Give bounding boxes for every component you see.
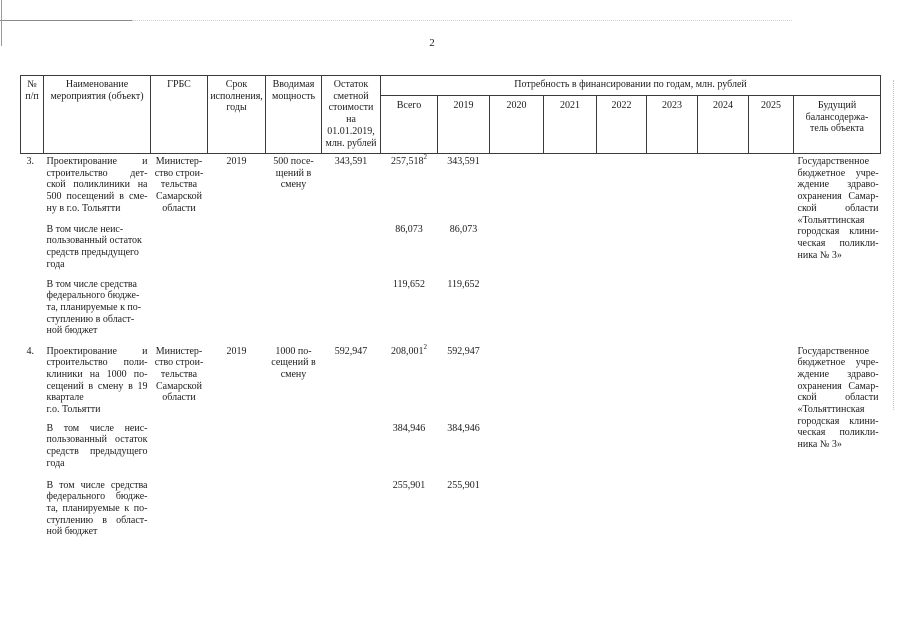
table-subrow: [21, 421, 881, 478]
text-line: «Тольяттинская: [797, 404, 865, 416]
row-year-2019: 592,947: [447, 345, 480, 357]
header-num: № п/п: [21, 76, 44, 154]
row-total: [381, 344, 438, 421]
text-line: сещений в смену в 19: [46, 380, 148, 392]
text-line: федерального бюдже-: [46, 290, 140, 302]
subrow-total: 384,946: [392, 422, 426, 434]
header-funding-group: Потребность в финансировании по годам, млн. рублей: [381, 76, 881, 96]
text-line: ческая поликли-: [797, 427, 879, 439]
row-holder: [794, 154, 881, 344]
text-line: Государственное: [797, 345, 870, 357]
text-line: пользованный остаток: [46, 235, 142, 247]
page-number: 2: [429, 37, 435, 49]
text-line: ступлению в област-: [46, 514, 148, 526]
table-subrow: [21, 478, 881, 548]
text-line: «Тольяттинская: [797, 214, 865, 226]
subrow-total: 255,901: [392, 479, 426, 491]
row-name: [44, 344, 151, 421]
empty-cell: [21, 478, 44, 548]
text-line: ной бюджет: [46, 325, 98, 337]
table-row: [21, 154, 881, 222]
text-line: Государственное: [797, 156, 870, 167]
header-year: 2019: [438, 96, 490, 154]
text-line: та, планируемые к по-: [46, 502, 148, 514]
scan-edge-dots: [893, 80, 894, 410]
header-year: 2024: [698, 96, 749, 154]
table-body: [21, 154, 881, 548]
header-total: Всего: [381, 96, 438, 154]
text-line: строительство поли-: [46, 357, 148, 369]
scan-edge-line: [1, 0, 2, 46]
empty-cell: [21, 421, 44, 478]
text-line: федерального бюдже-: [46, 491, 148, 503]
text-line: ской области: [797, 392, 879, 404]
empty-year-cells: [490, 222, 794, 277]
text-line: ческая поликли-: [797, 237, 879, 249]
text-line: бюджетное учре-: [797, 167, 879, 179]
text-line: ступлению в област-: [46, 313, 135, 325]
text-line: охранения Самар-: [797, 191, 879, 203]
header-capacity: Вводимая мощность: [266, 76, 322, 154]
row-term: 2019: [226, 345, 247, 357]
row-capacity: 500 посе- щений в смену: [273, 156, 314, 191]
header-term: Срок исполнения, годы: [208, 76, 266, 154]
subrow-name: [44, 222, 151, 277]
table-subrow: [21, 222, 881, 277]
header-holder: Будущий балансодержа- тель объекта: [794, 96, 881, 154]
empty-cell: [151, 478, 381, 548]
header-year: 2020: [490, 96, 544, 154]
text-line: строительство дет-: [46, 167, 148, 179]
row-year-2019: 343,591: [447, 156, 480, 167]
header-year: 2025: [749, 96, 794, 154]
header-year: 2023: [647, 96, 698, 154]
header-grbs: ГРБС: [151, 76, 208, 154]
text-line: городская клини-: [797, 226, 879, 238]
table-row: [21, 344, 881, 421]
text-line: ждение здраво-: [797, 179, 879, 191]
empty-year-cells: [490, 154, 794, 222]
table-header: [21, 76, 881, 154]
row-term: 2019: [226, 156, 247, 167]
empty-cell: [151, 222, 381, 277]
text-line: клиники на 1000 по-: [46, 368, 148, 380]
row-remainder: 592,947: [334, 345, 368, 357]
text-line: ну в г.о. Тольятти: [46, 202, 121, 214]
header-year: 2021: [544, 96, 597, 154]
text-line: ной бюджет: [46, 526, 98, 538]
empty-year-cells: [490, 478, 794, 548]
subrow-total: 86,073: [395, 223, 423, 235]
text-line: средств предыдущего: [46, 246, 139, 258]
total-value: 257,518: [391, 156, 424, 167]
empty-cell: [151, 277, 381, 344]
text-line: В том числе неис-: [46, 223, 124, 235]
text-line: ника № 3»: [797, 439, 842, 451]
row-number: 3.: [26, 156, 34, 167]
empty-cell: [151, 421, 381, 478]
subrow-name: [44, 277, 151, 344]
text-line: В том числе средства: [46, 278, 137, 290]
table-subrow: [21, 277, 881, 344]
text-line: ской области: [797, 202, 879, 214]
header-remainder: Остаток сметной стоимости на 01.01.2019, млн. рублей: [322, 76, 381, 154]
total-value: 208,001: [391, 345, 424, 357]
text-line: Проектирование и: [46, 345, 148, 357]
empty-year-cells: [490, 344, 794, 421]
text-line: года: [46, 457, 65, 469]
row-remainder: 343,591: [334, 156, 368, 167]
text-line: 500 посещений в сме-: [46, 191, 148, 203]
row-grbs: Министер- ство строи- тельства Самарской области: [154, 156, 204, 214]
header-name: Наименование мероприятия (объект): [44, 76, 151, 154]
subrow-year-2019: 119,652: [447, 278, 480, 290]
row-total: [381, 154, 438, 222]
empty-cell: [21, 277, 44, 344]
text-line: В том числе средства: [46, 479, 148, 491]
text-line: пользованный остаток: [46, 434, 148, 446]
text-line: ника № 3»: [797, 249, 842, 261]
scan-edge-dots: [132, 20, 792, 21]
text-line: года: [46, 258, 65, 270]
text-line: В том числе неис-: [46, 422, 148, 434]
text-line: бюджетное учре-: [797, 357, 879, 369]
text-line: средств предыдущего: [46, 445, 148, 457]
footnote-mark: 2: [423, 343, 427, 351]
subrow-year-2019: 255,901: [447, 479, 480, 491]
text-line: охранения Самар-: [797, 380, 879, 392]
text-line: г.о. Тольятти: [46, 404, 101, 416]
empty-year-cells: [490, 277, 794, 344]
financing-table: [20, 75, 881, 548]
subrow-name: [44, 421, 151, 478]
row-name: [44, 154, 151, 222]
row-number: 4.: [26, 345, 34, 357]
text-line: Проектирование и: [46, 156, 148, 167]
subrow-year-2019: 86,073: [449, 223, 478, 235]
text-line: ждение здраво-: [797, 368, 879, 380]
row-grbs: Министер- ство строи- тельства Самарской области: [154, 345, 204, 404]
subrow-total: 119,652: [392, 278, 426, 290]
empty-year-cells: [490, 421, 794, 478]
row-holder: [794, 344, 881, 548]
text-line: городская клини-: [797, 415, 879, 427]
subrow-year-2019: 384,946: [447, 422, 480, 434]
header-year: 2022: [597, 96, 647, 154]
subrow-name: [44, 478, 151, 548]
text-line: квартале: [46, 392, 84, 404]
text-line: та, планируемые к по-: [46, 301, 142, 313]
text-line: ской поликлиники на: [46, 179, 148, 191]
empty-cell: [21, 222, 44, 277]
scan-edge-line: [0, 20, 132, 21]
footnote-mark: 2: [423, 153, 427, 161]
row-capacity: 1000 по- сещений в смену: [271, 345, 316, 380]
